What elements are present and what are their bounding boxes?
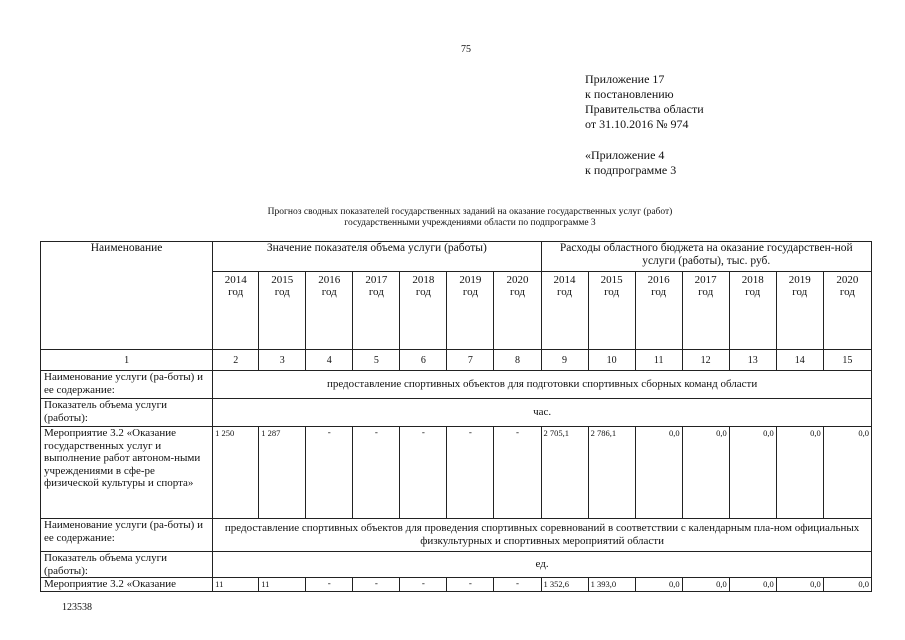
row-label: Показатель объема услуги (работы): [41, 399, 213, 427]
indicators-table [40, 241, 872, 592]
value-cell: 2 705,1 [541, 427, 588, 519]
table-row [41, 578, 872, 592]
year-value: 2016 [647, 274, 670, 286]
column-number: 7 [447, 350, 494, 371]
year-word: год [792, 286, 808, 298]
year-word: год [839, 286, 855, 298]
column-number: 5 [353, 350, 400, 371]
table-row [41, 519, 872, 552]
value-cell: 0,0 [729, 578, 776, 592]
year-word: год [321, 286, 337, 298]
year-header [259, 272, 306, 350]
year-word: год [415, 286, 431, 298]
year-header [400, 272, 447, 350]
year-word: год [509, 286, 525, 298]
row-span-value: ед. [213, 552, 872, 578]
year-word: год [698, 286, 714, 298]
year-word: год [368, 286, 384, 298]
table-row [41, 371, 872, 399]
year-header [353, 272, 400, 350]
value-cell: 0,0 [682, 427, 729, 519]
year-value: 2017 [365, 274, 388, 286]
value-cell: 0,0 [635, 578, 682, 592]
year-value: 2020 [836, 274, 859, 286]
year-header [635, 272, 682, 350]
year-value: 2014 [224, 274, 247, 286]
table-row [41, 399, 872, 427]
year-value: 2015 [600, 274, 623, 286]
year-word: год [557, 286, 573, 298]
row-label: Мероприятие 3.2 «Оказание [41, 578, 213, 592]
year-header [494, 272, 541, 350]
table-row [41, 552, 872, 578]
value-cell: - [306, 578, 353, 592]
value-cell: - [494, 427, 541, 519]
appendix-line: к подпрограмме 3 [585, 163, 677, 177]
expense-group-header: Расходы областного бюджета на оказание государствен-ной услуги (работы), тыс. руб. [541, 242, 871, 272]
row-span-value: час. [213, 399, 872, 427]
row-span-value: предоставление спортивных объектов для подготовки спортивных сборных команд области [213, 371, 872, 399]
year-value: 2017 [694, 274, 717, 286]
value-cell: - [494, 578, 541, 592]
value-cell: - [400, 427, 447, 519]
row-label: Показатель объема услуги (работы): [41, 552, 213, 578]
year-value: 2015 [271, 274, 294, 286]
name-column-header: Наименование [41, 242, 213, 350]
value-cell: 0,0 [635, 427, 682, 519]
year-header [447, 272, 494, 350]
page-number: 75 [461, 44, 471, 55]
value-cell: 11 [213, 578, 259, 592]
value-cell: - [353, 427, 400, 519]
year-value: 2018 [412, 274, 435, 286]
value-cell: 0,0 [823, 578, 871, 592]
year-header [213, 272, 259, 350]
document-title [180, 207, 760, 229]
column-number: 8 [494, 350, 541, 371]
row-label: Наименование услуги (ра-боты) и ее содержание: [41, 519, 213, 552]
column-number: 14 [776, 350, 823, 371]
year-header [306, 272, 353, 350]
year-header [823, 272, 871, 350]
appendix-4-block [585, 148, 676, 178]
header-row [41, 242, 872, 272]
column-number: 3 [259, 350, 306, 371]
appendix-line: «Приложение 4 [585, 148, 665, 162]
year-header [776, 272, 823, 350]
year-value: 2018 [741, 274, 764, 286]
column-number: 15 [823, 350, 871, 371]
column-number: 13 [729, 350, 776, 371]
year-value: 2016 [318, 274, 341, 286]
value-cell: - [400, 578, 447, 592]
year-value: 2019 [459, 274, 482, 286]
year-value: 2019 [788, 274, 811, 286]
year-word: год [745, 286, 761, 298]
value-cell: - [353, 578, 400, 592]
value-cell: 0,0 [776, 578, 823, 592]
year-word: год [274, 286, 290, 298]
row-label: Мероприятие 3.2 «Оказание государственных услуг и выполнение работ автоном-ными учреждениями в сфе-ре физической культуры и спорта» [41, 427, 213, 519]
value-cell: 1 393,0 [588, 578, 635, 592]
value-cell: 1 287 [259, 427, 306, 519]
title-line: государственными учреждениями области по подпрограмме 3 [344, 218, 596, 228]
value-cell: 0,0 [823, 427, 871, 519]
document-code: 123538 [62, 602, 92, 613]
row-span-value: предоставление спортивных объектов для проведения спортивных соревнований в соответствии с календарным пла-ном официальных физкультурных и спортивных мероприятий области [213, 519, 872, 552]
appendix-line: Правительства области [585, 102, 704, 116]
value-cell: 1 352,6 [541, 578, 588, 592]
year-word: год [651, 286, 667, 298]
row-label: Наименование услуги (ра-боты) и ее содержание: [41, 371, 213, 399]
value-cell: 0,0 [729, 427, 776, 519]
column-number: 11 [635, 350, 682, 371]
column-number: 9 [541, 350, 588, 371]
appendix-17-block [585, 72, 704, 132]
value-cell: - [447, 578, 494, 592]
value-cell: 2 786,1 [588, 427, 635, 519]
year-value: 2014 [553, 274, 576, 286]
year-value: 2020 [506, 274, 529, 286]
column-number: 2 [213, 350, 259, 371]
appendix-line: к постановлению [585, 87, 674, 101]
appendix-line: от 31.10.2016 № 974 [585, 117, 689, 131]
column-number-row [41, 350, 872, 371]
title-line: Прогноз сводных показателей государственных заданий на оказание государственных услуг (работ) [267, 207, 673, 217]
value-cell: 0,0 [682, 578, 729, 592]
year-word: год [228, 286, 244, 298]
column-number: 4 [306, 350, 353, 371]
year-word: год [462, 286, 478, 298]
value-cell: - [447, 427, 494, 519]
year-header [729, 272, 776, 350]
year-header [588, 272, 635, 350]
value-cell: - [306, 427, 353, 519]
year-header [682, 272, 729, 350]
appendix-line: Приложение 17 [585, 72, 665, 86]
column-number: 6 [400, 350, 447, 371]
value-cell: 11 [259, 578, 306, 592]
value-cell: 0,0 [776, 427, 823, 519]
value-cell: 1 250 [213, 427, 259, 519]
column-number: 12 [682, 350, 729, 371]
column-number: 1 [41, 350, 213, 371]
table-row [41, 427, 872, 519]
volume-group-header: Значение показателя объема услуги (работы) [213, 242, 541, 272]
year-header [541, 272, 588, 350]
year-word: год [604, 286, 620, 298]
column-number: 10 [588, 350, 635, 371]
